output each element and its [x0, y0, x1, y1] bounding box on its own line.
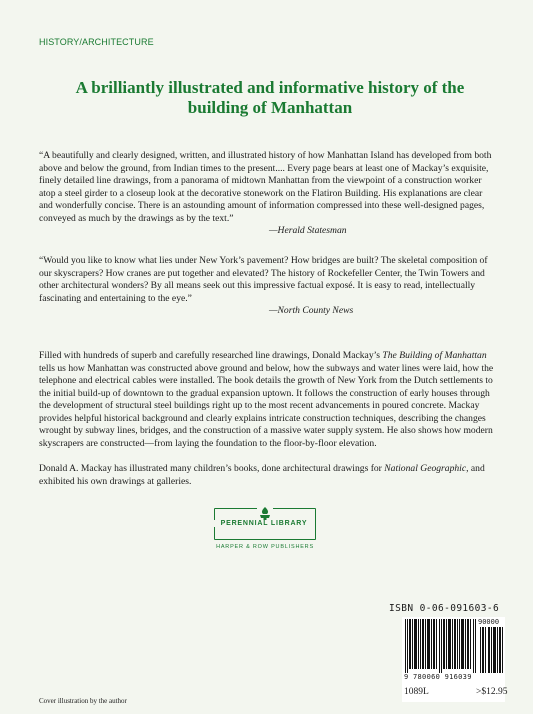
- description-before-title: Filled with hundreds of superb and carefully researched line drawings, Donald Mackay’s: [39, 350, 383, 361]
- quote-attribution: —North County News: [269, 305, 354, 316]
- isbn-label: ISBN 0-06-091603-6: [389, 603, 500, 614]
- barcode-digits: 9 780060 916039: [404, 673, 472, 681]
- cover-credit: Cover illustration by the author: [39, 697, 127, 705]
- book-title: The Building of Manhattan: [382, 350, 487, 361]
- publisher-name: HARPER & ROW PUBLISHERS: [216, 544, 314, 550]
- bio-before: Donald A. Mackay has illustrated many children’s books, done architectural drawings for: [39, 463, 385, 474]
- author-bio: [39, 463, 494, 488]
- barcode-addon-bars-icon: [480, 627, 504, 673]
- logo-text: PERENNIAL LIBRARY: [214, 520, 314, 527]
- barcode-addon-number: 90000: [478, 618, 500, 626]
- category-label: HISTORY/ARCHITECTURE: [39, 37, 154, 47]
- book-description: [39, 350, 494, 450]
- quote-text: “A beautifully and clearly designed, written, and illustrated history of how Manhattan Island has developed from both above and below the ground, from Indian times to the present.... Every page bears at least one of Mackay’s exquisite, finely detailed line drawings, from a panorama of midtown Manhattan from the viewpoint of a construction worker atop a steel girder to a closeup look at the decorative stonework on the Flatiron Building. His explanations are clear and wonderfully concise. There is an astounding amount of information compressed into these well-designed pages, conveyed as much by the drawings as by the text.”: [39, 150, 492, 224]
- barcode-bars-icon: [405, 619, 477, 673]
- catalog-code: 1089L: [404, 687, 429, 697]
- bio-after: , and exhibited his own drawings at galleries.: [39, 463, 485, 487]
- review-quote-2: [39, 255, 494, 318]
- quote-attribution: —Herald Statesman: [269, 225, 347, 236]
- magazine-name: National Geographic: [384, 463, 467, 474]
- quote-text: “Would you like to know what lies under New York’s pavement? How bridges are built? The skeletal composition of our skyscrapers? How cranes are put together and elevated? The history of Rockefeller Center, the Twin Towers and other architectural wonders? By all means seek out this impressive factual exposé. It is easy to read, intellectually fascinating and entertaining to the eye.”: [39, 255, 488, 304]
- headline: A brilliantly illustrated and informative history of the building of Manhattan: [75, 78, 465, 117]
- review-quote-1: [39, 150, 494, 238]
- description-after-title: tells us how Manhattan was constructed above ground and below, how the subways and water lines were laid, how the telephone and electrical cables were installed. The book details the growth of New York from the Dutch settlements to the initial build-up of downtown to the gradual expansion uptown. It follows the construction of early houses through the development of structural steel buildings right up to the most recent advancements in poured concrete. Mackay provides helpful historical background and clearly explains intricate construction techniques, describing the changes wrought by subway lines, bridges, and the construction of a massive water supply system. He also shows how modern skyscrapers are constructed—from laying the foundation to the floor-by-floor elevation.: [39, 362, 494, 449]
- price: >$12.95: [476, 687, 508, 697]
- publisher-logo: [214, 508, 316, 556]
